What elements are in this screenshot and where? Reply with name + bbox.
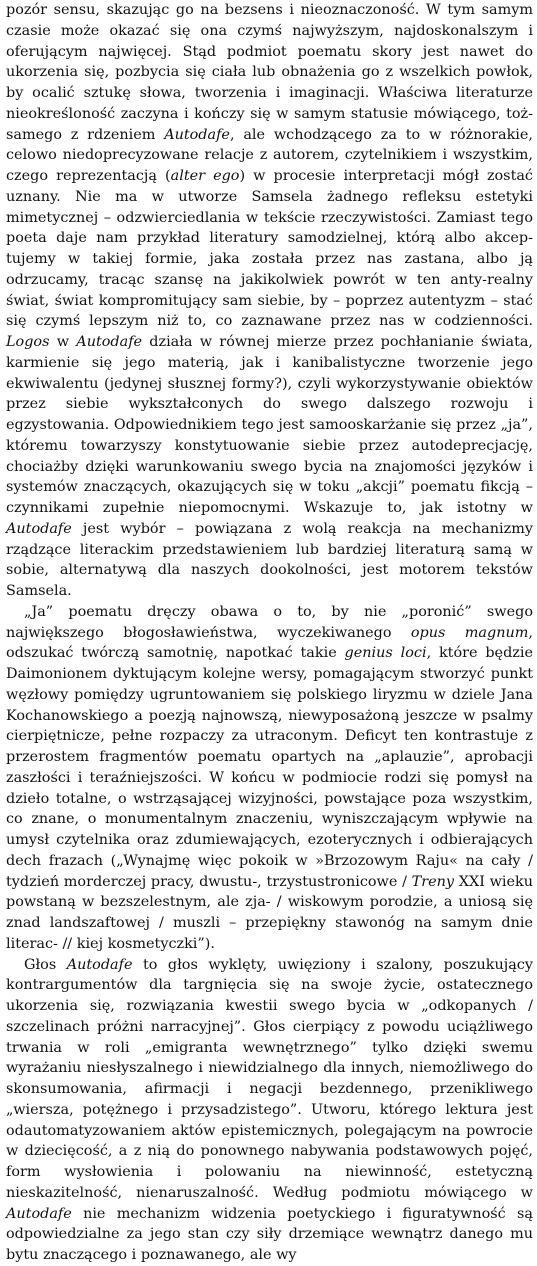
document-page xyxy=(6,0,534,1263)
italic-text: Autodafe xyxy=(164,126,230,143)
italic-text: opus magnum xyxy=(410,624,529,641)
italic-text: Autodafe xyxy=(6,1205,72,1222)
paragraph-text: „Ja” poematu dręczy obawa o to, by nie „poronić” swego największego błogosławieństwa, wyczekiwanego xyxy=(6,603,533,641)
paragraph-text: to głos wyklęty, uwięziony i szalony, poszukujący kontrargumentów dla targnięcia się na swoje życie, ostatecznego ukorzenia się, rozwiązania kwestii swego bycia w „odkopanych / szczelinach próżni narracyjnej”. Głos cierpiący z powodu uciążliwego trwania w roli „emigranta wewnętrznego” tylko dzięki swemu wyrażaniu niesłyszalnego i niewidzialnego dla innych, niemożliwego do skonsumowania, afirmacji i negacji bezdennego, przenikliwego „wiersza, potężnego i przysadzistego”. Utworu, którego lektura jest odautomatyzowaniem aktów epistemicznych, polegającym na powrocie w dziecięcość, a z nią do ponownego nabywania podstawowych pojęć, form wysłowienia i polowaniu na niewinność, estetyczną nieskazitelność, nienaruszalność. Według podmiotu mówiącego w xyxy=(6,956,533,1201)
italic-text: Autodafe xyxy=(76,334,143,350)
paragraph-text: działa w równej mierze przez pochłanianie świata, karmienie się jego materią, jak i kanibalistyczne tworzenie jego ekwiwalentu (jedynej słusznej formy?), czyli wykorzystywanie obiektów przez siebie wykształconych do swego dalszego rozwoju i egzystowania. Odpowiednikiem tego jest samooskarżanie się przez „ja”, któremu towarzyszy konstytuowanie siebie przez autodeprecjację, chociażby dzięki warunkowaniu swego bycia na znajomości języków i systemów znaczących, okazujących się w toku „akcji” poematu fikcją – czynnikami zupełnie niepomocnymi. Wskazuje to, jak istotny w xyxy=(6,334,534,516)
paragraph-text: , odszukać twórczą samotnię, napotkać takie xyxy=(6,624,533,662)
italic-text: alter ego xyxy=(170,168,240,184)
italic-text: Autodafe xyxy=(66,956,133,973)
body-paragraph xyxy=(6,955,533,1266)
paragraph-text: w xyxy=(49,334,77,350)
italic-text: Logos xyxy=(6,334,50,350)
italic-text: Treny xyxy=(411,873,455,890)
paragraph-text: Głos xyxy=(24,956,67,973)
paragraph-text: ) w procesie interpretacji mógł zostać uznany. Nie ma w utworze Samsela żadnego refleksu estetyki mimetycznej – odzwierciedlania w tekście rzeczywistości. Zamiast tego poeta daje nam przykład literatury samodzielnej, którą albo akceptujemy w takiej formie, jaka została przez nas zastana, albo ją odrzucamy, tracąc szansę na jakikolwiek powrót w ten anty-realny świat, świat kompromitujący sam siebie, by – poprzez autentyzm – stać się czymś lepszym niż to, co zaznawane przez nas w codzienności. xyxy=(6,168,533,330)
italic-text: genius loci xyxy=(344,645,427,662)
body-paragraph xyxy=(6,602,533,955)
paragraph-text: , które będzie Daimonionem dyktującym kolejne wersy, pomagającym stworzyć punkt węzłowy pomiędzy ugruntowaniem się polskiego liryzmu w dziele Jana Kochanowskiego a poezją najnowszą, niewyposażoną jeszcze w psalmy cierpiętnicze, pełne rozpaczy za utraconym. Deficyt ten kontrastuje z przerostem fragmentów poematu opartych na „aplauzie”, aprobacji zaszłości i teraźniejszości. W końcu w podmiocie rodzi się pomysł na dzieło totalne, o wstrząsającej wizyjności, powstające poza wszystkim, co znane, o monumentalnym znaczeniu, wyniszczającym wpływie na umysł czytelnika oraz zdumiewających, ezoterycznych i odbierających dech frazach („Wynajmę więc pokoik w »Brzozowym Raju« na cały / tydzień morderczej pracy, dwustu-, trzystustronicowe / xyxy=(6,645,533,890)
paragraph-text: XXI wieku powstaną w bezszelestnym, ale zja- / wiskowym porodzie, a uniosą się znad landszaftowej / muszli – przepiękny stawonóg na samym dnie literac- // kiej kosmetyczki”). xyxy=(6,873,534,952)
paragraph-text: pozór sensu, skazując go na bezsens i nieoznaczoność. W tym samym czasie może okazać się ona czymś najwyższym, najdoskonalszym i oferującym najwięcej. Stąd podmiot poematu skory jest nawet do ukorzenia się, pozbycia się ciała lub obnażenia go z wszelkich powłok, by ocalić sztukę słowa, tworzenia i imaginacji. Właściwa literaturze nieokreśloność zaczyna i kończy się w samym statusie mówiącego, tożsamego z rdzeniem xyxy=(6,2,533,143)
body-paragraph xyxy=(6,0,533,602)
paragraph-text: , ale wchodzącego za to w różnorakie, celowo niedoprecyzowane relacje z autorem, czytelnikiem i wszystkim, czego reprezentacją ( xyxy=(6,126,533,184)
paragraph-text: nie mechanizm widzenia poetyckiego i figuratywność są odpowiedzialne za jego stan czy siły drzemiące wewnątrz danego mu bytu znaczącego i poznawanego, ale wy xyxy=(6,1205,533,1263)
paragraph-text: jest wybór – powiązana z wolą reakcja na mechanizmy rządzące literackim przedstawieniem lub bardziej literaturą samą w sobie, alternatywą dla naszych dookolności, jest motorem tekstów Samsela. xyxy=(6,520,533,599)
italic-text: Autodafe xyxy=(6,520,72,537)
